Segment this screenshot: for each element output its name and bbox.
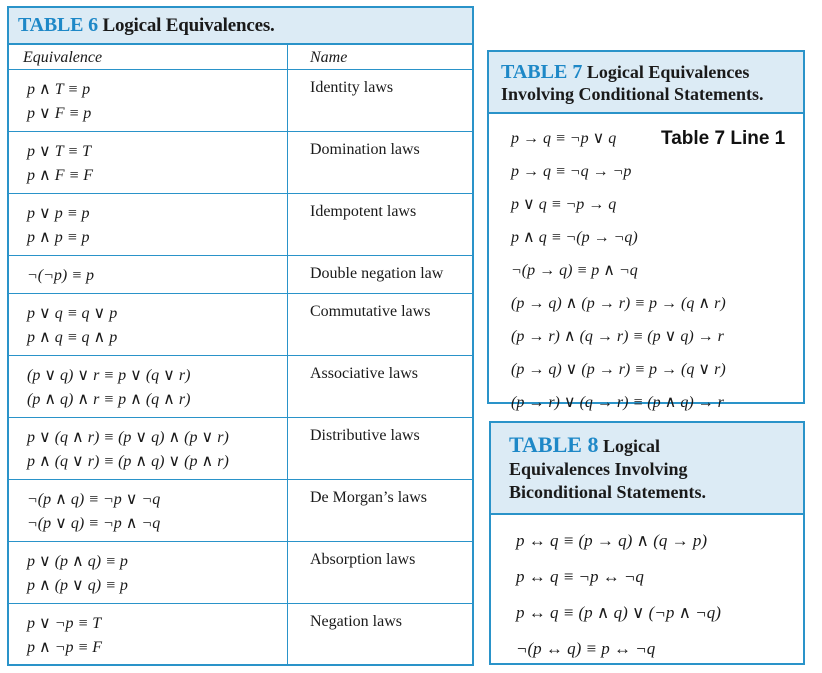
table-8-caption xyxy=(491,423,803,515)
table-8-equivalence: ¬(p ↔ q) ≡ p ↔ ¬q xyxy=(516,639,656,658)
equivalence-formula: ¬(p → q) ≡ p ∧ ¬q xyxy=(511,262,638,279)
law-name: Negation laws xyxy=(310,613,402,630)
table-row xyxy=(9,132,472,194)
equivalence-formula: p ∧ ¬p ≡ F xyxy=(27,639,103,656)
table-8-title-line-1: Logical xyxy=(602,436,660,456)
equivalence-formula: p → q ≡ ¬q → ¬p xyxy=(511,163,632,180)
header-name: Name xyxy=(310,49,348,66)
table-8-title-line-3: Biconditional Statements. xyxy=(509,482,707,502)
equivalence-cell xyxy=(9,480,288,541)
equivalence-formula: p ∧ q ≡ ¬(p → ¬q) xyxy=(511,229,638,246)
table-6-caption xyxy=(9,8,472,45)
table-7-body xyxy=(489,114,803,419)
table-7-number: TABLE 7 xyxy=(501,61,583,83)
equivalence-cell xyxy=(9,294,288,355)
equivalence-formula: p ∨ T ≡ T xyxy=(27,143,92,160)
law-name: Commutative laws xyxy=(310,303,431,320)
table-7-equivalence xyxy=(511,188,803,221)
table-row xyxy=(9,418,472,480)
equivalence-formula: (p ∧ q) ∧ r ≡ p ∧ (q ∧ r) xyxy=(27,391,191,408)
equivalence-cell xyxy=(9,70,288,131)
table-row xyxy=(9,604,472,666)
law-name: Associative laws xyxy=(310,365,418,382)
law-name: Absorption laws xyxy=(310,551,416,568)
header-equivalence: Equivalence xyxy=(9,45,288,69)
equivalence-formula: (p → q) ∧ (p → r) ≡ p → (q ∧ r) xyxy=(511,295,726,312)
equivalence-formula: (p → r) ∧ (q → r) ≡ (p ∨ q) → r xyxy=(511,328,724,345)
table-row xyxy=(9,294,472,356)
equivalence-formula: p ∨ p ≡ p xyxy=(27,205,90,222)
table-row xyxy=(9,70,472,132)
table-row xyxy=(9,194,472,256)
table-7-equivalence xyxy=(511,320,803,353)
equivalence-formula: p ∧ q ≡ q ∧ p xyxy=(27,329,118,346)
table-7 xyxy=(487,50,805,411)
table-8-equivalence: p ↔ q ≡ (p → q) ∧ (q → p) xyxy=(516,531,708,550)
table-8-equivalence: p ↔ q ≡ (p ∧ q) ∨ (¬p ∧ ¬q) xyxy=(516,603,721,622)
table-8-body xyxy=(491,515,803,667)
equivalence-formula: p ∨ (q ∧ r) ≡ (p ∨ q) ∧ (p ∨ r) xyxy=(27,429,229,446)
table-7-line-1-annotation: Table 7 Line 1 xyxy=(661,128,786,149)
table-7-equivalence xyxy=(511,353,803,386)
equivalence-formula: ¬(¬p) ≡ p xyxy=(27,267,95,284)
equivalence-cell xyxy=(9,418,288,479)
table-6 xyxy=(7,6,474,666)
equivalence-formula: p ∨ F ≡ p xyxy=(27,105,92,122)
table-7-caption xyxy=(489,52,803,114)
equivalence-formula: p ∧ F ≡ F xyxy=(27,167,94,184)
equivalence-formula: ¬(p ∧ q) ≡ ¬p ∨ ¬q xyxy=(27,491,161,508)
equivalence-cell xyxy=(9,542,288,603)
equivalence-formula: p ∧ (q ∨ r) ≡ (p ∧ q) ∨ (p ∧ r) xyxy=(27,453,229,470)
table-7-title-line-2: Involving Conditional Statements. xyxy=(501,84,764,104)
law-name: Domination laws xyxy=(310,141,420,158)
equivalence-formula: (p ∨ q) ∨ r ≡ p ∨ (q ∨ r) xyxy=(27,367,191,384)
table-7-title-line-1: Logical Equivalences xyxy=(586,62,750,82)
table-7-equivalence xyxy=(511,221,803,254)
equivalence-formula: (p → q) ∨ (p → r) ≡ p → (q ∨ r) xyxy=(511,361,726,378)
table-6-title: Logical Equivalences. xyxy=(102,15,275,36)
equivalence-formula: p ∨ ¬p ≡ T xyxy=(27,615,102,632)
table-8-title-line-2: Equivalences Involving xyxy=(509,459,688,479)
equivalence-cell xyxy=(9,256,288,293)
equivalence-formula: p ∧ (p ∨ q) ≡ p xyxy=(27,577,128,594)
equivalence-formula: ¬(p ∨ q) ≡ ¬p ∧ ¬q xyxy=(27,515,161,532)
table-7-equivalence xyxy=(511,122,803,155)
table-6-rows xyxy=(9,70,472,666)
table-row xyxy=(9,356,472,418)
table-7-equivalence xyxy=(511,386,803,419)
table-row xyxy=(9,480,472,542)
table-8-number: TABLE 8 xyxy=(509,432,599,457)
equivalence-formula: p ∨ q ≡ ¬p → q xyxy=(511,196,617,213)
table-row xyxy=(9,542,472,604)
table-7-equivalence xyxy=(511,254,803,287)
table-6-number: TABLE 6 xyxy=(18,14,98,36)
equivalence-formula: (p → r) ∨ (q → r) ≡ (p ∧ q) → r xyxy=(511,394,724,411)
equivalence-cell xyxy=(9,194,288,255)
table-6-header xyxy=(9,45,472,70)
table-row xyxy=(9,256,472,294)
law-name: De Morgan’s laws xyxy=(310,489,428,506)
equivalence-cell xyxy=(9,356,288,417)
law-name: Distributive laws xyxy=(310,427,420,444)
equivalence-formula: p ∧ p ≡ p xyxy=(27,229,90,246)
table-8 xyxy=(489,421,805,665)
table-8-equivalence: p ↔ q ≡ ¬p ↔ ¬q xyxy=(516,567,644,586)
equivalence-cell xyxy=(9,132,288,193)
law-name: Identity laws xyxy=(310,79,394,96)
equivalence-formula: p ∨ q ≡ q ∨ p xyxy=(27,305,118,322)
equivalence-formula: p → q ≡ ¬p ∨ q xyxy=(511,130,617,147)
table-7-equivalence xyxy=(511,155,803,188)
law-name: Double negation law xyxy=(310,265,444,282)
equivalence-formula: p ∧ T ≡ p xyxy=(27,81,91,98)
law-name: Idempotent laws xyxy=(310,203,417,220)
equivalence-formula: p ∨ (p ∧ q) ≡ p xyxy=(27,553,128,570)
equivalence-cell xyxy=(9,604,288,666)
table-7-equivalence xyxy=(511,287,803,320)
